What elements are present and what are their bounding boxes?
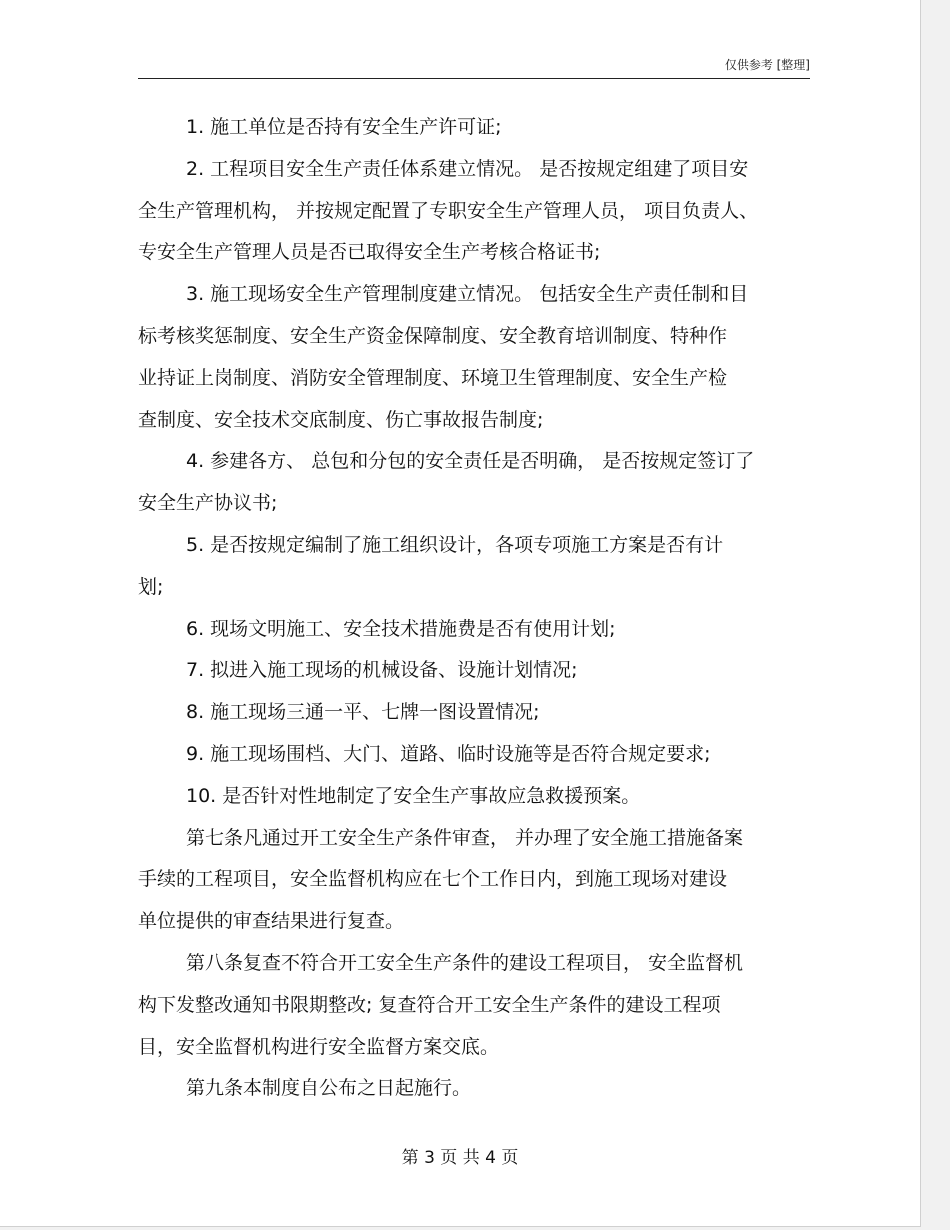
paragraph-line: 第八条复查不符合开工安全生产条件的建设工程项目， 安全监督机 (186, 951, 744, 974)
paragraph-8 (138, 692, 810, 734)
paragraph-line: 3. 施工现场安全生产管理制度建立情况。 包括安全生产责任制和目 (186, 283, 749, 306)
paragraph-9 (138, 734, 810, 776)
paragraph-line: 第七条凡通过开工安全生产条件审查， 并办理了安全施工措施备案 (186, 826, 744, 849)
paragraph-line: 10. 是否针对性地制定了安全生产事故应急救援预案。 (186, 784, 641, 807)
paragraph-article-7 (138, 818, 810, 943)
paragraph-line: 划; (138, 575, 164, 598)
paragraph-line: 1. 施工单位是否持有安全生产许可证; (186, 116, 502, 138)
paragraph-line: 手续的工程项目，安全监督机构应在七个工作日内，到施工现场对建设 (138, 868, 728, 891)
paragraph-article-8 (138, 943, 810, 1068)
paragraph-3 (138, 274, 810, 441)
paragraph-line: 构下发整改通知书限期整改; 复查符合开工安全生产条件的建设工程项 (138, 993, 721, 1016)
paragraph-7 (138, 650, 810, 692)
paragraph-line: 2. 工程项目安全生产责任体系建立情况。 是否按规定组建了项目安 (186, 157, 749, 180)
paragraph-line: 4. 参建各方、 总包和分包的安全责任是否明确， 是否按规定签订了 (186, 450, 755, 473)
paragraph-line: 9. 施工现场围档、大门、道路、临时设施等是否符合规定要求; (186, 742, 711, 765)
paragraph-line: 业持证上岗制度、消防安全管理制度、环境卫生管理制度、安全生产检 (138, 366, 728, 389)
paragraph-line: 单位提供的审查结果进行复查。 (138, 910, 405, 933)
document-body (138, 107, 810, 1110)
paragraph-line: 8. 施工现场三通一平、七牌一图设置情况; (186, 701, 540, 724)
paragraph-line: 7. 拟进入施工现场的机械设备、设施计划情况; (186, 659, 578, 682)
paragraph-2 (138, 149, 810, 274)
paragraph-1 (138, 107, 810, 149)
paragraph-4 (138, 441, 810, 525)
paragraph-6 (138, 609, 810, 651)
paragraph-line: 5. 是否按规定编制了施工组织设计，各项专项施工方案是否有计 (186, 533, 724, 556)
header-text: 仅供参考 [整理] (724, 58, 810, 72)
paragraph-article-9 (138, 1068, 810, 1110)
paragraph-line: 第九条本制度自公布之日起施行。 (186, 1077, 472, 1100)
paragraph-line: 6. 现场文明施工、安全技术措施费是否有使用计划; (186, 617, 616, 640)
paragraph-line: 安全生产协议书; (138, 492, 278, 515)
page-number-footer: 第 3 页 共 4 页 (401, 1148, 519, 1168)
page-header (138, 56, 810, 79)
paragraph-line: 目，安全监督机构进行安全监督方案交底。 (138, 1035, 500, 1058)
paragraph-line: 标考核奖惩制度、安全生产资金保障制度、安全教育培训制度、特种作 (138, 324, 728, 347)
paragraph-line: 专安全生产管理人员是否已取得安全生产考核合格证书; (138, 241, 601, 264)
paragraph-line: 全生产管理机构， 并按规定配置了专职安全生产管理人员， 项目负责人、 (138, 199, 759, 222)
paragraph-line: 查制度、安全技术交底制度、伤亡事故报告制度; (138, 408, 544, 431)
paragraph-10 (138, 776, 810, 818)
paragraph-5 (138, 525, 810, 609)
